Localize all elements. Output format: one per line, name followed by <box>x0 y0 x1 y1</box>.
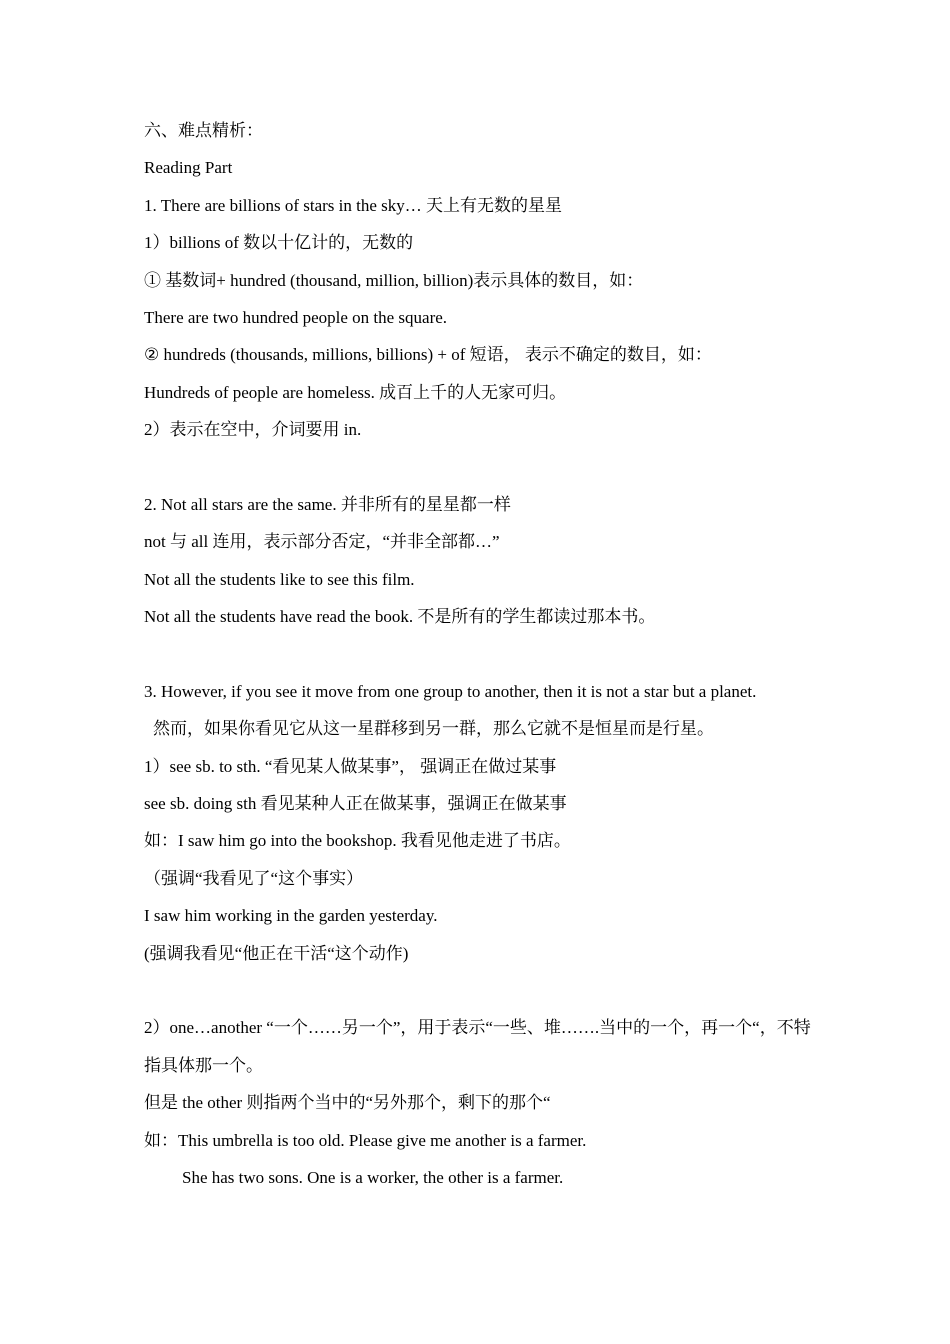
point-3-example-b: I saw him working in the garden yesterday. <box>144 906 438 926</box>
point-2-example-a: Not all the students like to see this film. <box>144 569 415 589</box>
point-3-example-c: 如：This umbrella is too old. Please give me another is a farmer. <box>144 1130 587 1150</box>
document-page <box>144 112 814 1196</box>
point-3-sub-2: 2）one…another “一个……另一个”，用于表示“一些、堆…….当中的一个，再一个“，不特指具体那一个。 <box>144 1018 811 1075</box>
point-1-sentence: 1. There are billions of stars in the sky… 天上有无数的星星 <box>144 195 563 215</box>
point-3-sentence: 3. However, if you see it move from one group to another, then it is not a star but a planet. <box>144 681 757 701</box>
spacer <box>144 635 814 672</box>
point-1-rule-b: ② hundreds (thousands, millions, billions) + of 短语， 表示不确定的数目，如： <box>144 345 712 365</box>
point-3-note-a: （强调“我看见了“这个事实） <box>144 868 364 888</box>
spacer <box>144 449 814 486</box>
point-1-example-a: There are two hundred people on the square. <box>144 307 448 327</box>
spacer <box>144 972 814 1009</box>
point-3-sub-2-contrast: 但是 the other 则指两个当中的“另外那个，剩下的那个“ <box>144 1093 551 1113</box>
point-3-translation: 然而，如果你看见它从这一星群移到另一群，那么它就不是恒星而是行星。 <box>153 719 714 739</box>
point-2-example-b: Not all the students have read the book. 不是所有的学生都读过那本书。 <box>144 607 656 627</box>
point-1-rule-a: ① 基数词+ hundred (thousand, million, billion)表示具体的数目，如： <box>144 270 644 290</box>
point-1-sub-1: 1）billions of 数以十亿计的，无数的 <box>144 233 414 253</box>
point-2-rule: not 与 all 连用，表示部分否定，“并非全部都…” <box>144 532 500 552</box>
point-3-sub-1-contrast: see sb. doing sth 看见某种人正在做某事，强调正在做某事 <box>144 794 567 814</box>
point-2-sentence: 2. Not all stars are the same. 并非所有的星星都一样 <box>144 494 511 514</box>
point-1-sub-2: 2）表示在空中，介词要用 in. <box>144 420 362 440</box>
point-3-sub-1: 1）see sb. to sth. “看见某人做某事”， 强调正在做过某事 <box>144 756 557 776</box>
point-3-example-a: 如：I saw him go into the bookshop. 我看见他走进了书店。 <box>144 831 571 851</box>
point-1-example-b: Hundreds of people are homeless. 成百上千的人无家可归。 <box>144 382 567 402</box>
point-3-example-d: She has two sons. One is a worker, the other is a farmer. <box>182 1167 564 1187</box>
section-heading: 六、难点精析： <box>144 121 263 140</box>
part-title: Reading Part <box>144 158 233 178</box>
point-3-note-b: (强调我看见“他正在干活“这个动作) <box>144 943 409 963</box>
